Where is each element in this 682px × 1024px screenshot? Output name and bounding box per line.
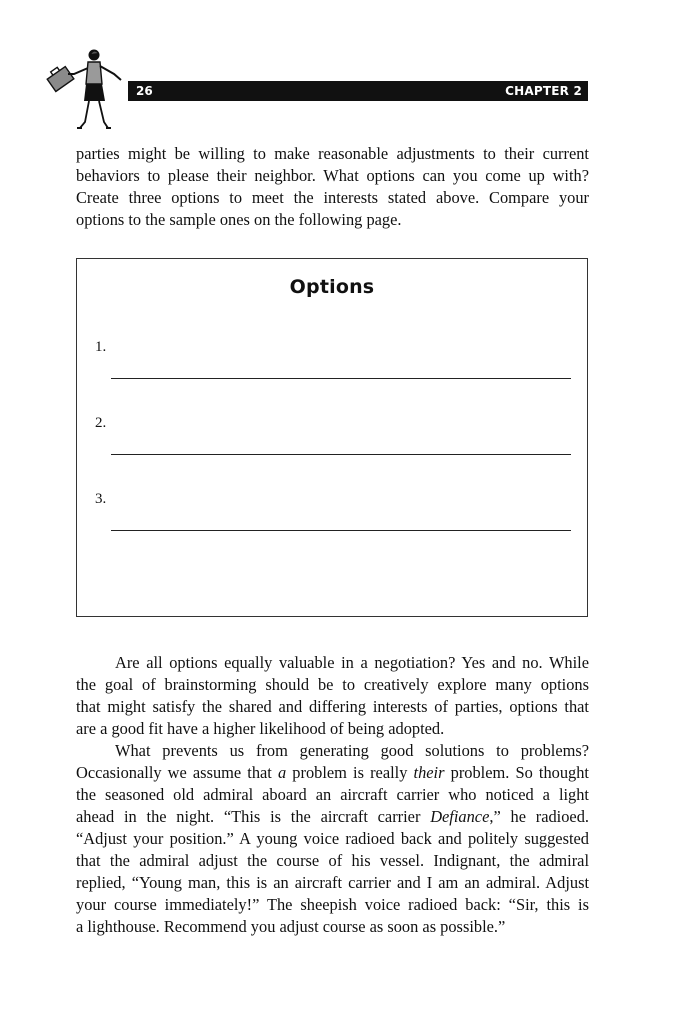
intro-line: parties might be willing to make reasonable adjustments to their current (76, 144, 589, 163)
body-line: a lighthouse. Recommend you adjust course as soon as possible.” (76, 917, 506, 936)
intro-line: options to the sample ones on the following page. (76, 210, 402, 229)
page-number: 26 (136, 84, 153, 98)
chapter-label: CHAPTER 2 (505, 84, 582, 98)
running-header (128, 81, 588, 101)
body-line: are a good fit have a higher likelihood of being adopted. (76, 719, 445, 738)
option-number-1: 1. (95, 339, 107, 355)
emphasis-a: a (277, 763, 287, 782)
body-line: that might satisfy the shared and differing interests of parties, options that (76, 697, 589, 716)
body-text (76, 652, 589, 938)
option-answer-line-3[interactable] (111, 530, 571, 531)
options-worksheet-box (76, 258, 588, 617)
option-answer-line-2[interactable] (111, 454, 571, 455)
intro-paragraph (76, 143, 589, 231)
option-number-3: 3. (95, 491, 107, 507)
businesswoman-with-briefcase-icon (44, 44, 128, 134)
intro-line: behaviors to please their neighbor. What options can you come up with? (76, 166, 589, 185)
body-line: What prevents us from generating good solutions to problems? (115, 741, 589, 760)
ship-name: Defiance (430, 807, 490, 826)
body-line: replied, “Young man, this is an aircraft carrier and I am an admiral. Adjust (76, 873, 589, 892)
intro-line: Create three options to meet the interests stated above. Compare your (76, 188, 589, 207)
body-line: that the admiral adjust the course of his vessel. Indignant, the admiral (76, 851, 589, 870)
options-title: Options (289, 276, 375, 298)
body-line: ahead in the night. “This is the aircraft carrier Defiance,” he radioed. (76, 807, 589, 826)
emphasis-their: their (413, 763, 445, 782)
body-line: the seasoned old admiral aboard an aircraft carrier who noticed a light (76, 785, 589, 804)
body-line: Occasionally we assume that a problem is really their problem. So thought (76, 763, 589, 782)
body-line: your course immediately!” The sheepish voice radioed back: “Sir, this is (76, 895, 589, 914)
option-answer-line-1[interactable] (111, 378, 571, 379)
body-line: “Adjust your position.” A young voice radioed back and politely suggested (76, 829, 589, 848)
option-number-2: 2. (95, 415, 107, 431)
body-line: the goal of brainstorming should be to creatively explore many options (76, 675, 589, 694)
body-line: Are all options equally valuable in a negotiation? Yes and no. While (115, 653, 589, 672)
